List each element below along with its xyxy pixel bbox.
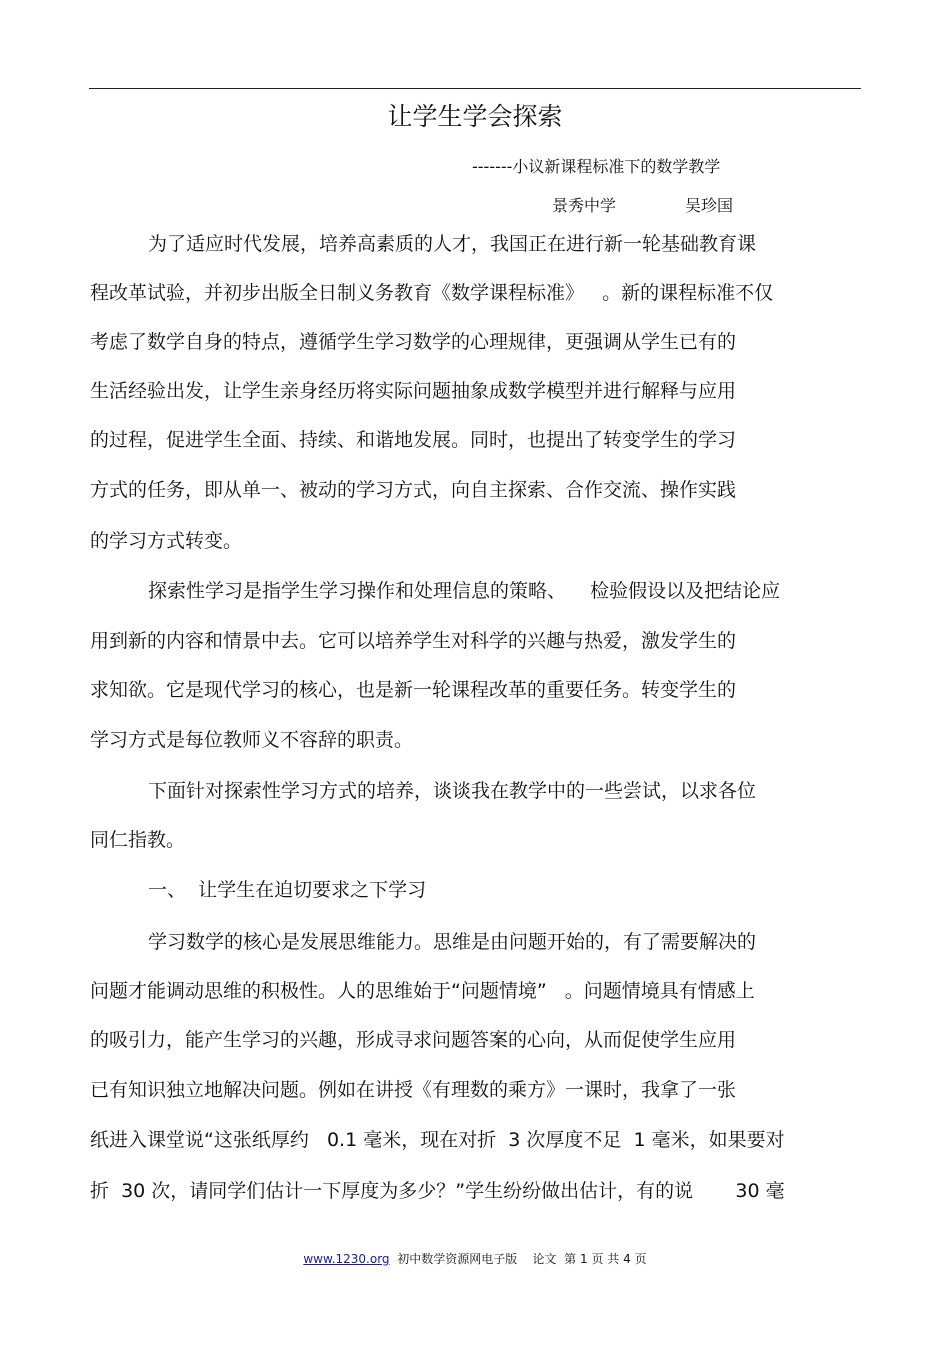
paragraph-line: 程改革试验，并初步出版全日制义务教育《数学课程标准》 。新的课程标准不仅 bbox=[90, 282, 774, 304]
paragraph-line: 问题才能调动思维的积极性。人的思维始于“问题情境” 。问题情境具有情感上 bbox=[90, 980, 755, 1002]
author-name: 吴珍国 bbox=[685, 196, 734, 215]
paragraph-line: 生活经验出发，让学生亲身经历将实际问题抽象成数学模型并进行解释与应用 bbox=[90, 380, 737, 402]
paragraph-line: 求知欲。它是现代学习的核心，也是新一轮课程改革的重要任务。转变学生的 bbox=[90, 679, 737, 701]
footer-di: 第 bbox=[564, 1252, 577, 1266]
paragraph-line: 学习方式是每位教师义不容辞的职责。 bbox=[90, 729, 414, 751]
footer-ye2: 页 bbox=[634, 1252, 647, 1266]
paragraph-line: 的学习方式转变。 bbox=[90, 530, 243, 552]
page-footer bbox=[0, 1250, 950, 1268]
section-heading: 一、 让学生在迫切要求之下学习 bbox=[148, 879, 427, 901]
paragraph-line: 考虑了数学自身的特点，遵循学生学习数学的心理规律，更强调从学生已有的 bbox=[90, 331, 737, 353]
document-title: 让学生学会探索 bbox=[387, 102, 563, 131]
paragraph-line: 下面针对探索性学习方式的培养，谈谈我在教学中的一些尝试，以求各位 bbox=[148, 780, 757, 802]
footer-page-number: 1 bbox=[579, 1252, 588, 1266]
paragraph-line: 折 30 次，请同学们估计一下厚度为多少？”学生纷纷做出估计，有的说 30 毫 bbox=[90, 1180, 785, 1202]
paragraph-line: 方式的任务，即从单一、被动的学习方式，向自主探索、合作交流、操作实践 bbox=[90, 479, 737, 501]
paragraph-line: 为了适应时代发展，培养高素质的人才，我国正在进行新一轮基础教育课 bbox=[148, 233, 757, 255]
paragraph-line: 的过程，促进学生全面、持续、和谐地发展。同时，也提出了转变学生的学习 bbox=[90, 429, 737, 451]
paragraph-line: 同仁指教。 bbox=[90, 829, 186, 851]
author-school: 景秀中学 bbox=[552, 196, 617, 215]
header-rule bbox=[89, 88, 861, 89]
paragraph-line: 已有知识独立地解决问题。例如在讲授《有理数的乘方》一课时，我拿了一张 bbox=[90, 1079, 737, 1101]
footer-site-text: 初中数学资源网电子版 bbox=[397, 1252, 518, 1266]
paragraph-line: 学习数学的核心是发展思维能力。思维是由问题开始的，有了需要解决的 bbox=[148, 931, 757, 953]
paragraph-line: 纸进入课堂说“这张纸厚约 0.1 毫米，现在对折 3 次厚度不足 1 毫米，如果要对 bbox=[90, 1129, 785, 1151]
footer-paper-label: 论文 bbox=[532, 1252, 557, 1266]
footer-ye: 页 bbox=[591, 1252, 604, 1266]
footer-total-pages: 4 bbox=[623, 1252, 631, 1266]
footer-site-link[interactable]: www.1230.org bbox=[303, 1252, 390, 1266]
document-subtitle: -------小议新课程标准下的数学教学 bbox=[472, 157, 721, 176]
paragraph-line: 探索性学习是指学生学习操作和处理信息的策略、 检验假设以及把结论应 bbox=[148, 580, 781, 602]
paragraph-line: 用到新的内容和情景中去。它可以培养学生对科学的兴趣与热爱，激发学生的 bbox=[90, 630, 737, 652]
paragraph-line: 的吸引力，能产生学习的兴趣，形成寻求问题答案的心向，从而促使学生应用 bbox=[90, 1029, 737, 1051]
footer-gong: 共 bbox=[607, 1252, 620, 1266]
